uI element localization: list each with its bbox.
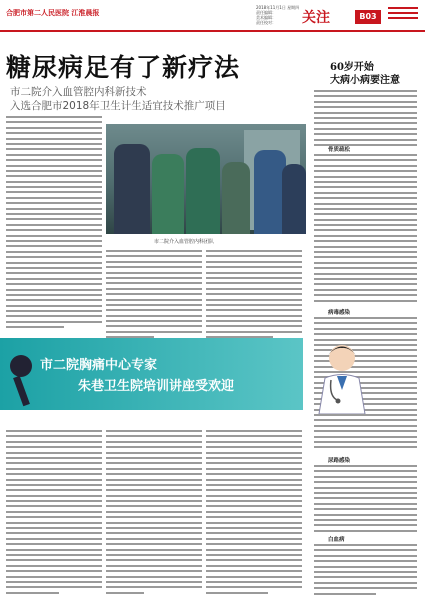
photo-figure xyxy=(186,148,220,234)
sidebar-subhead: 骨质疏松 xyxy=(328,147,351,153)
banner-title-2: 朱巷卫生院培训讲座受欢迎 xyxy=(78,379,235,394)
page-header xyxy=(0,0,425,32)
banner-text-col-2 xyxy=(106,430,202,595)
microphone-icon xyxy=(10,355,32,377)
photo-caption: 市二院介入血管腔内科团队 xyxy=(154,239,215,245)
sidebar-subhead: 病毒感染 xyxy=(328,310,351,316)
event-banner xyxy=(0,338,303,410)
header-meta-editor: 责任编辑： xyxy=(256,10,276,15)
sidebar-text-1 xyxy=(314,90,417,149)
sidebar-text-5 xyxy=(314,544,417,595)
sidebar-headline-1: 60岁开始 xyxy=(330,62,374,73)
header-meta xyxy=(256,5,299,25)
article-subtitle-2: 入选合肥市2018年卫生计生适宜技术推广项目 xyxy=(10,100,226,112)
sidebar-text-4 xyxy=(314,465,417,535)
header-meta-date: 2018年11月1日 星期四 xyxy=(256,5,300,10)
article-subtitle-1: 市二院介入血管腔内科新技术 xyxy=(10,86,147,98)
sidebar-headline-2: 大病小病要注意 xyxy=(330,75,400,86)
sidebar-subhead: 尿路感染 xyxy=(328,458,351,464)
article-text-col-2 xyxy=(106,250,202,342)
header-meta-proofreader: 责任校对： xyxy=(256,20,276,25)
photo-figure xyxy=(114,144,150,234)
photo-figure xyxy=(282,164,306,234)
article-text-col-1 xyxy=(6,116,102,332)
banner-title-1: 市二院胸痛中心专家 xyxy=(40,358,158,373)
doctor-cartoon-icon xyxy=(307,338,377,414)
masthead-logo: 合肥市第二人民医院 江淮晨报 xyxy=(6,9,100,17)
header-meta-designer: 美术编辑： xyxy=(256,15,276,20)
photo-figure xyxy=(222,162,250,234)
photo-figure xyxy=(152,154,184,234)
article-headline: 糖尿病足有了新疗法 xyxy=(6,53,241,82)
page-number-badge: B03 xyxy=(355,10,381,24)
banner-text-col-1 xyxy=(6,430,102,595)
decorative-lines xyxy=(388,7,418,22)
section-title: 关注 xyxy=(302,10,330,26)
banner-text-col-3 xyxy=(206,430,302,595)
sidebar-text-2 xyxy=(314,154,417,305)
sidebar-subhead: 白血病 xyxy=(328,537,345,543)
article-text-col-3 xyxy=(206,250,302,342)
team-photo xyxy=(106,124,306,234)
